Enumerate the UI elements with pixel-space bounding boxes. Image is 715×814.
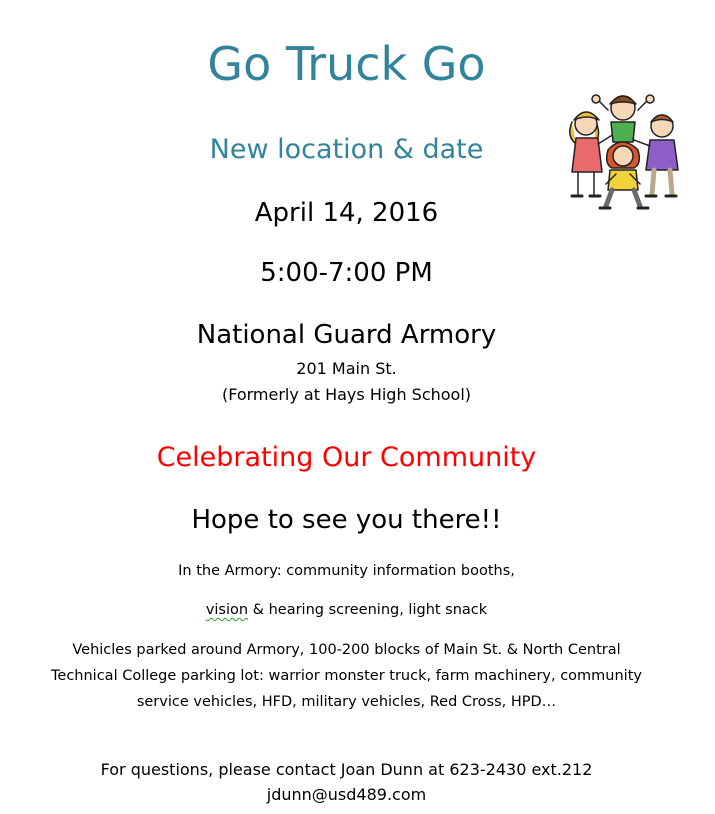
venue-address: 201 Main St. bbox=[296, 359, 397, 378]
flyer-title: Go Truck Go bbox=[207, 37, 486, 91]
contact-line: For questions, please contact Joan Dunn at 623-2430 ext.212 bbox=[100, 760, 593, 779]
vehicles-line-3: service vehicles, HFD, military vehicles, Red Cross, HPD… bbox=[136, 694, 557, 710]
event-venue: National Guard Armory bbox=[196, 320, 497, 350]
contact-email: jdunn@usd489.com bbox=[266, 785, 427, 804]
former-location: (Formerly at Hays High School) bbox=[221, 385, 472, 404]
event-date: April 14, 2016 bbox=[254, 198, 439, 228]
spellcheck-word: vision bbox=[205, 602, 249, 618]
event-time: 5:00-7:00 PM bbox=[260, 258, 433, 288]
armory-info-line: In the Armory: community information booths, bbox=[178, 563, 515, 579]
tagline: Celebrating Our Community bbox=[156, 442, 537, 473]
vehicles-line-2: Technical College parking lot: warrior monster truck, farm machinery, community bbox=[51, 668, 642, 684]
flyer-subtitle: New location & date bbox=[209, 134, 484, 165]
screening-info-rest: & hearing screening, light snack bbox=[248, 602, 488, 618]
children-group-icon bbox=[566, 92, 684, 212]
vehicles-line-1: Vehicles parked around Armory, 100-200 blocks of Main St. & North Central bbox=[72, 642, 621, 658]
invite-line: Hope to see you there!! bbox=[191, 505, 502, 535]
screening-info-line bbox=[0, 600, 693, 620]
